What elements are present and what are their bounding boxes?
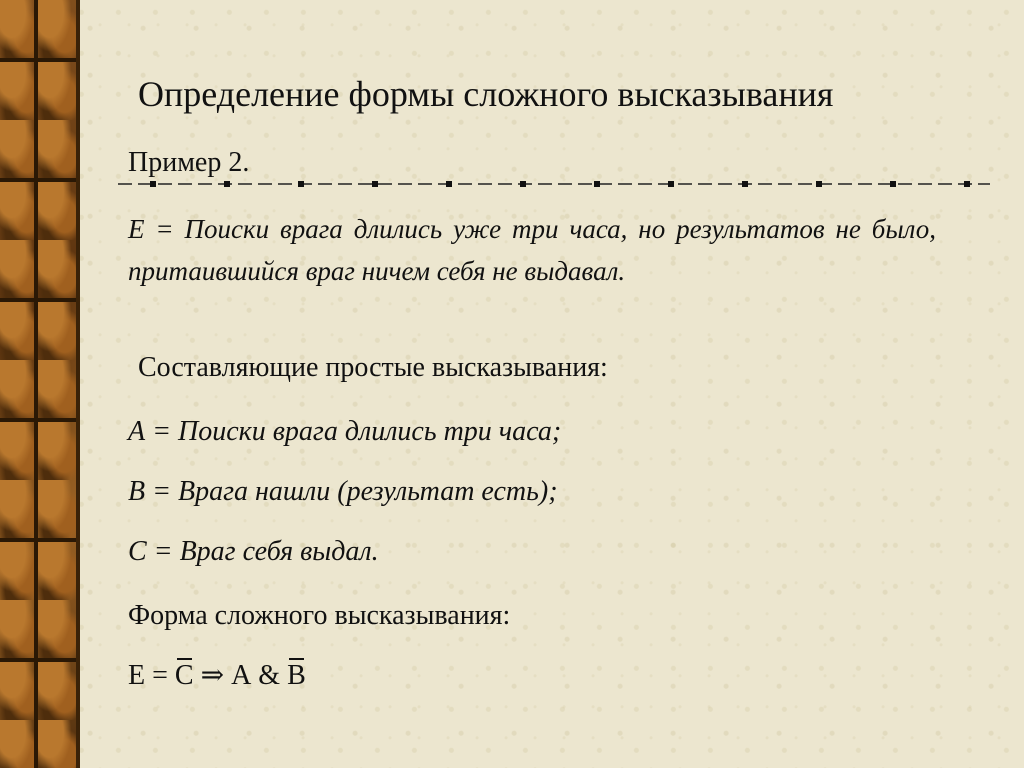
compound-statement: Е = Поиски врага длились уже три часа, но результатов не было, притаившийся враг ничем себя не выдавал. <box>128 214 936 286</box>
component-b: В = Врага нашли (результат есть); <box>128 476 558 507</box>
formula-negated-c: С <box>175 656 194 696</box>
component-a: А = Поиски врага длились три часа; <box>128 416 562 447</box>
dashed-divider <box>118 176 990 192</box>
formula-lhs: Е = <box>128 660 175 691</box>
decorative-sidebar <box>0 0 76 768</box>
form-heading: Форма сложного высказывания: <box>128 600 511 631</box>
formula-negated-b: В <box>287 656 306 696</box>
formula <box>128 656 306 696</box>
implies-symbol: ⇒ <box>193 660 232 691</box>
components-heading: Составляющие простые высказывания: <box>138 352 608 383</box>
slide-title: Определение формы сложного высказывания <box>138 74 834 114</box>
example-label: Пример 2. <box>128 147 250 178</box>
sidebar-edge <box>76 0 80 768</box>
formula-a: А & <box>231 660 288 691</box>
component-c: С = Враг себя выдал. <box>128 536 379 567</box>
